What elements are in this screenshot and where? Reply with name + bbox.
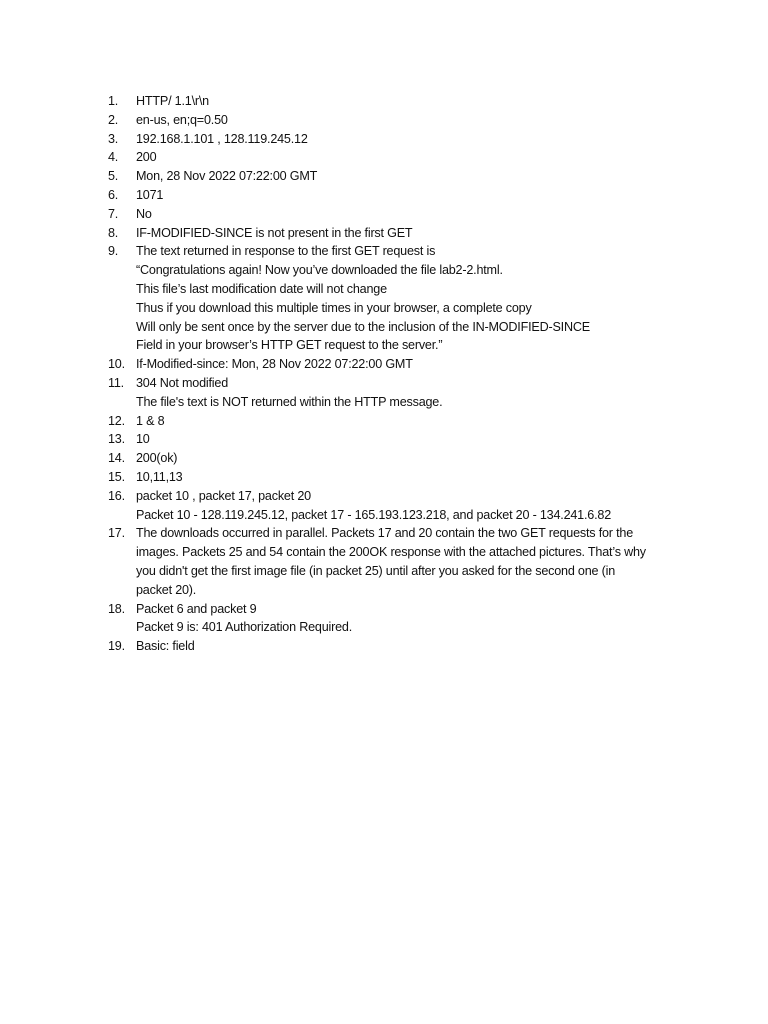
item-number: 7. xyxy=(108,206,119,221)
list-item xyxy=(108,242,688,355)
list-item xyxy=(108,186,688,205)
item-line: 304 Not modified xyxy=(136,375,229,390)
item-line: you didn't get the first image file (in packet 25) until after you asked for the second one (in xyxy=(136,563,616,578)
item-line: 1 & 8 xyxy=(136,413,165,428)
item-line: packet 20). xyxy=(136,582,197,597)
item-line: No xyxy=(136,206,152,221)
item-text xyxy=(136,92,688,111)
list-item xyxy=(108,412,688,431)
item-line: images. Packets 25 and 54 contain the 200OK response with the attached pictures. That’s why xyxy=(136,545,646,560)
item-line: Will only be sent once by the server due to the inclusion of the IN-MODIFIED-SINCE xyxy=(136,319,590,334)
item-line: Packet 10 - 128.119.245.12, packet 17 - 165.193.123.218, and packet 20 - 134.241.6.82 xyxy=(136,507,611,522)
item-text xyxy=(136,111,688,130)
item-number: 15. xyxy=(108,469,125,484)
item-number: 19. xyxy=(108,639,125,654)
item-number: 1. xyxy=(108,94,119,108)
item-line: 10 xyxy=(136,432,150,447)
item-number: 10. xyxy=(108,357,125,372)
list-item xyxy=(108,600,688,638)
list-item xyxy=(108,92,688,111)
item-line: Field in your browser’s HTTP GET request to the server.” xyxy=(136,338,443,353)
item-number: 9. xyxy=(108,244,119,259)
item-number: 18. xyxy=(108,601,125,616)
item-text xyxy=(136,449,688,468)
item-line: The text returned in response to the first GET request is xyxy=(136,244,436,259)
item-number: 12. xyxy=(108,413,125,428)
list-item xyxy=(108,637,688,656)
list-item xyxy=(108,468,688,487)
item-number: 8. xyxy=(108,225,119,240)
item-line: Packet 9 is: 401 Authorization Required. xyxy=(136,620,353,635)
item-text xyxy=(136,186,688,205)
list-item xyxy=(108,167,688,186)
item-number: 4. xyxy=(108,150,119,165)
item-text xyxy=(136,167,688,186)
item-line: Basic: field xyxy=(136,639,195,654)
item-text xyxy=(136,600,688,638)
item-text xyxy=(136,205,688,224)
list-item xyxy=(108,224,688,243)
item-line: 1071 xyxy=(136,187,164,202)
item-line: The file's text is NOT returned within the HTTP message. xyxy=(136,394,443,409)
item-number: 14. xyxy=(108,451,125,466)
item-text xyxy=(136,148,688,167)
item-text xyxy=(136,130,688,149)
item-text xyxy=(136,374,688,412)
item-text xyxy=(136,430,688,449)
item-number: 5. xyxy=(108,169,119,184)
item-line: Thus if you download this multiple times in your browser, a complete copy xyxy=(136,300,532,315)
item-line: 200 xyxy=(136,150,157,165)
item-line: HTTP/ 1.1\r\n xyxy=(136,94,209,108)
item-text xyxy=(136,412,688,431)
item-line: This file’s last modification date will not change xyxy=(136,281,387,296)
item-text xyxy=(136,242,688,355)
item-line: The downloads occurred in parallel. Packets 17 and 20 contain the two GET requests for the xyxy=(136,526,634,541)
item-line: IF-MODIFIED-SINCE is not present in the first GET xyxy=(136,225,413,240)
item-text xyxy=(136,468,688,487)
item-text xyxy=(136,355,688,374)
list-item xyxy=(108,524,688,599)
item-text xyxy=(136,637,688,656)
item-number: 3. xyxy=(108,131,119,146)
item-line: packet 10 , packet 17, packet 20 xyxy=(136,488,311,503)
item-number: 16. xyxy=(108,488,125,503)
list-item xyxy=(108,148,688,167)
item-line: 192.168.1.101 , 128.119.245.12 xyxy=(136,131,308,146)
item-number: 6. xyxy=(108,187,119,202)
item-line: If-Modified-since: Mon, 28 Nov 2022 07:22:00 GMT xyxy=(136,357,413,372)
list-item xyxy=(108,374,688,412)
item-line: 10,11,13 xyxy=(136,469,183,484)
list-item xyxy=(108,111,688,130)
list-item xyxy=(108,487,688,525)
item-line: Mon, 28 Nov 2022 07:22:00 GMT xyxy=(136,169,318,184)
list-item xyxy=(108,130,688,149)
item-line: “Congratulations again! Now you’ve downloaded the file lab2-2.html. xyxy=(136,263,503,278)
list-item xyxy=(108,205,688,224)
item-number: 11. xyxy=(108,375,124,390)
item-number: 17. xyxy=(108,526,125,541)
item-text xyxy=(136,224,688,243)
item-number: 13. xyxy=(108,432,125,447)
list-item xyxy=(108,430,688,449)
list-item xyxy=(108,355,688,374)
item-line: en-us, en;q=0.50 xyxy=(136,112,228,127)
item-text xyxy=(136,487,688,525)
list-item xyxy=(108,449,688,468)
item-line: Packet 6 and packet 9 xyxy=(136,601,257,616)
item-number: 2. xyxy=(108,112,119,127)
item-line: 200(ok) xyxy=(136,451,178,466)
answer-list xyxy=(108,92,688,656)
item-text xyxy=(136,524,688,599)
